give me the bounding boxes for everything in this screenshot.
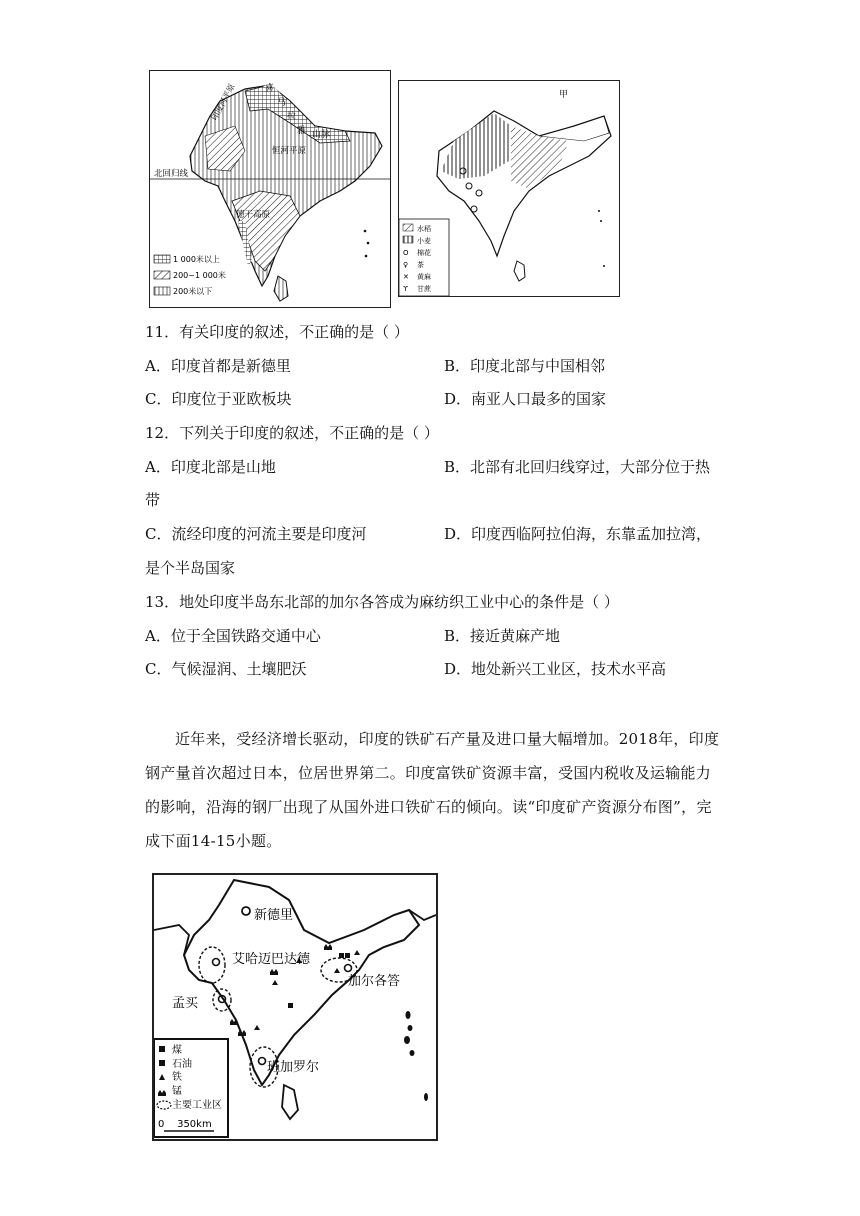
- q12-option-c: C．流经印度的河流主要是印度河: [145, 525, 367, 543]
- label-indus-plain: 印度河平原: [209, 82, 237, 122]
- q11-option-c: C．印度位于亚欧板块: [145, 390, 292, 408]
- label-tropic: 北回归线: [154, 169, 189, 179]
- svg-text:ϒ: ϒ: [403, 285, 408, 293]
- label-jia: 甲: [559, 90, 569, 100]
- svg-text:♀: ♀: [403, 261, 409, 269]
- q13-option-d: D．地处新兴工业区，技术水平高: [444, 660, 667, 678]
- scale-label: 0 350km: [158, 1119, 212, 1130]
- legend-jute: 黄麻: [417, 273, 431, 281]
- q13-stem: 13．地处印度半岛东北部的加尔各答成为麻纺织工业中心的条件是（ ）: [145, 593, 619, 611]
- label-shanmai: 山脉: [312, 130, 331, 140]
- label-xi: 喜: [265, 84, 275, 94]
- city-ahmedabad: 艾哈迈巴达德: [232, 952, 311, 967]
- legend-tea: 茶: [417, 261, 424, 269]
- city-kolkata: 加尔各答: [348, 974, 401, 989]
- label-ma: 马: [277, 98, 287, 108]
- legend-iron: 铁: [172, 1072, 182, 1083]
- label-deccan: 德干高原: [236, 210, 271, 220]
- q12-stem: 12．下列关于印度的叙述，不正确的是（ ）: [145, 424, 439, 442]
- q11-option-d: D．南亚人口最多的国家: [444, 390, 607, 408]
- agriculture-map: [398, 80, 620, 297]
- q12-option-b-cont: 带: [145, 491, 161, 509]
- legend-high: 1 000米以上: [173, 255, 220, 264]
- passage-text: 近年来，受经济增长驱动，印度的铁矿石产量及进口量大幅增加。2018年，印度钢产量首次超过日本，位居世界第二。印度富铁矿资源丰富，受国内税收及运输能力的影响，沿海的钢厂出现了从国外进口铁矿石的倾向。读“印度矿产资源分布图”，完成下面14-15小题。: [145, 730, 720, 850]
- legend-mid: 200~1 000米: [173, 271, 226, 280]
- city-delhi: 新德里: [254, 908, 294, 923]
- legend-sugarcane: 甘蔗: [417, 285, 431, 293]
- q13-option-a: A．位于全国铁路交通中心: [145, 627, 321, 645]
- q11-stem: 11．有关印度的叙述，不正确的是（ ）: [145, 323, 409, 341]
- legend-manganese: 锰: [172, 1086, 182, 1097]
- label-ganges-plain: 恒河平原: [272, 146, 307, 156]
- city-bangalore: 班加罗尔: [267, 1060, 320, 1075]
- label-la: 拉: [287, 112, 297, 122]
- legend-cotton: 棉花: [417, 249, 431, 257]
- q13-option-c: C．气候湿润、土壤肥沃: [145, 660, 307, 678]
- label-ya: 雅: [297, 126, 307, 136]
- q12-option-d-cont: 是个半岛国家: [145, 559, 236, 577]
- legend-rice: 水稻: [417, 225, 431, 233]
- terrain-map: [149, 70, 391, 308]
- q12-option-a: A．印度北部是山地: [145, 458, 276, 476]
- svg-text:✕: ✕: [403, 273, 409, 281]
- legend-coal: 煤: [172, 1045, 182, 1056]
- svg-text:O: O: [403, 249, 409, 257]
- mineral-map: [152, 873, 438, 1141]
- q12-option-b: B．北部有北回归线穿过，大部分位于热: [444, 458, 711, 476]
- legend-wheat: 小麦: [417, 237, 431, 245]
- q12-option-d: D．印度西临阿拉伯海，东靠孟加拉湾，: [444, 525, 712, 543]
- q13-option-b: B．接近黄麻产地: [444, 627, 561, 645]
- legend-oil: 石油: [172, 1059, 192, 1070]
- q11-option-a: A．印度首都是新德里: [145, 357, 291, 375]
- city-mumbai: 孟买: [172, 996, 199, 1011]
- q11-option-b: B．印度北部与中国相邻: [444, 357, 606, 375]
- legend-industrial-zone: 主要工业区: [172, 1100, 222, 1111]
- legend-low: 200米以下: [173, 287, 213, 296]
